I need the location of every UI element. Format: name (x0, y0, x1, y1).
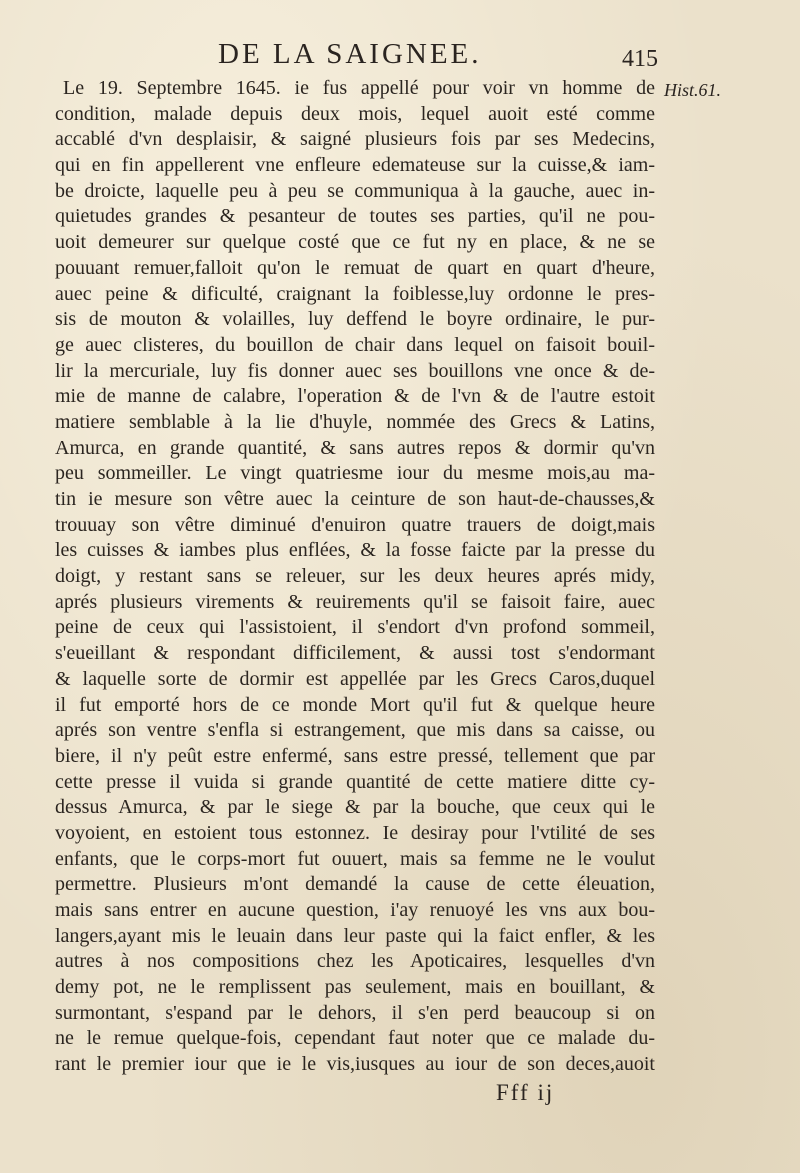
text-line: voyoient, en estoient tous estonnez. Ie desiray pour l'vtilité de ses (55, 821, 655, 844)
text-line: qui en fin appellerent vne enfleure edemateuse sur la cuisse,& iam- (55, 154, 655, 177)
text-line: cette presse il vuida si grande quantité de cette matiere ditte cy- (55, 770, 655, 793)
signature-mark: Fff ij (496, 1080, 555, 1105)
text-line: doigt, y restant sans se releuer, sur les deux heures aprés midy, (55, 565, 655, 588)
text-line: aprés son ventre s'enfla si estrangement, que mis dans sa caisse, ou (55, 719, 655, 742)
running-head (0, 38, 800, 74)
text-line: autres à nos compositions chez les Apoticaires, lesquelles d'vn (55, 950, 655, 973)
text-line: mais sans entrer en aucune question, i'ay renuoyé les vns aux bou- (55, 899, 655, 921)
text-line: trouuay son vêtre diminué d'enuiron quatre trauers de doigt,mais (55, 513, 655, 536)
text-line: auec peine & dificulté, craignant la foiblesse,luy ordonne le pres- (55, 282, 655, 305)
text-line: quietudes grandes & pesanteur de toutes ses parties, qu'il ne pou- (55, 205, 655, 228)
running-title: DE LA SAIGNEE. (218, 38, 482, 70)
text-line: sis de mouton & volailles, luy deffend le boyre ordinaire, le pur- (55, 308, 655, 331)
text-line: surmontant, s'espand par le dehors, il s'en perd beaucoup si on (55, 1001, 655, 1024)
text-line: condition, malade depuis deux mois, lequel auoit esté comme (55, 102, 655, 125)
text-line: s'eueillant & respondant difficilement, & aussi tost s'endormant (55, 642, 655, 665)
text-line: demy pot, ne le remplissent pas seulement, mais en bouillant, & (55, 976, 655, 999)
marginal-note: Hist.61. (664, 80, 722, 100)
text-line: Amurca, en grande quantité, & sans autres repos & dormir qu'vn (55, 436, 655, 459)
text-line: dessus Amurca, & par le siege & par la bouche, que ceux qui le (55, 796, 655, 819)
text-line: biere, il n'y peût estre enfermé, sans estre pressé, tellement que par (55, 744, 655, 767)
text-line: mie de manne de calabre, l'operation & de l'vn & de l'autre estoit (55, 385, 655, 408)
body-text (55, 76, 655, 1078)
text-line: permettre. Plusieurs m'ont demandé la cause de cette éleuation, (55, 873, 655, 896)
text-line: peu sommeiller. Le vingt quatriesme iour du mesme mois,au ma- (55, 462, 655, 485)
text-line: lir la mercuriale, luy fis donner auec ses bouillons vne once & de- (55, 359, 655, 382)
text-line: tin ie mesure son vêtre auec la ceinture de son haut-de-chausses,& (55, 488, 655, 510)
text-line: il fut emporté hors de ce monde Mort qu'il fut & quelque heure (55, 693, 655, 716)
text-line: ge auec clisteres, du bouillon de chair dans lequel on faisoit bouil- (55, 333, 655, 356)
text-line: langers,ayant mis le leuain dans leur paste qui la faict enfler, & les (55, 924, 655, 947)
text-line: peine de ceux qui l'assistoient, il s'endort d'vn profond sommeil, (55, 616, 655, 639)
text-line: aprés plusieurs virements & reuirements qu'il se faisoit faire, auec (55, 590, 655, 613)
text-line: rant le premier iour que ie le vis,iusques au iour de son deces,auoit (55, 1053, 655, 1076)
text-line: uoit demeurer sur quelque costé que ce fut ny en place, & ne se (55, 231, 655, 254)
text-line: les cuisses & iambes plus enflées, & la fosse faicte par la presse du (55, 539, 655, 562)
page-number: 415 (622, 46, 658, 72)
text-line: ne le remue quelque-fois, cependant faut noter que ce malade du- (55, 1027, 655, 1050)
text-line: Le 19. Septembre 1645. ie fus appellé pour voir vn homme de (63, 77, 655, 99)
text-line: be droicte, laquelle peu à peu se communiqua à la gauche, auec in- (55, 179, 655, 202)
text-line: accablé d'vn desplaisir, & saigné plusieurs fois par ses Medecins, (55, 128, 655, 151)
text-line: pouuant remuer,falloit qu'on le remuat de quart en quart d'heure, (55, 256, 655, 279)
text-line: matiere semblable à la lie d'huyle, nommée des Grecs & Latins, (55, 410, 655, 433)
text-line: enfants, que le corps-mort fut ouuert, mais sa femme ne le voulut (55, 847, 655, 870)
text-line: & laquelle sorte de dormir est appellée par les Grecs Caros,duquel (55, 667, 655, 690)
